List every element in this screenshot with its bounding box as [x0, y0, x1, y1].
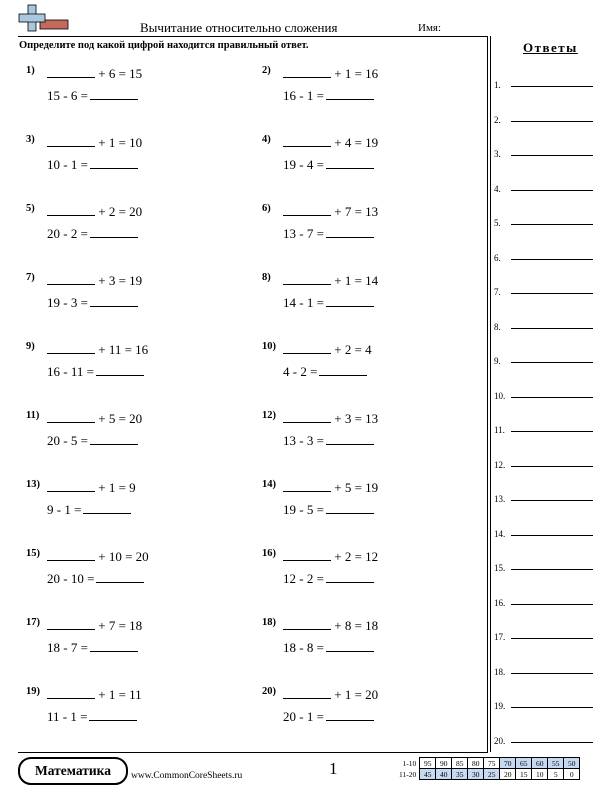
addition-answer-blank[interactable] [47, 617, 95, 630]
subtraction-equation: 10 - 1 = [47, 157, 88, 172]
score-cell: 30 [468, 769, 484, 780]
subtraction-answer-blank[interactable] [90, 432, 138, 445]
subtraction-line [47, 87, 138, 104]
addition-equation: + 7 = 13 [334, 204, 379, 219]
answer-line[interactable] [511, 673, 593, 674]
addition-equation: + 1 = 9 [98, 480, 136, 495]
addition-line [47, 272, 142, 289]
answer-row [494, 115, 594, 125]
addition-line [283, 272, 378, 289]
addition-answer-blank[interactable] [283, 548, 331, 561]
footer-rule [18, 752, 488, 753]
problem-number: 19) [26, 686, 40, 697]
score-cell: 75 [484, 758, 500, 769]
addition-equation: + 10 = 20 [98, 549, 149, 564]
addition-line [47, 479, 136, 496]
answer-row [494, 425, 594, 435]
worksheet-title: Вычитание относительно сложения [140, 20, 338, 35]
answer-line[interactable] [511, 638, 593, 639]
answer-line[interactable] [511, 190, 593, 191]
problem-number: 14) [262, 479, 276, 490]
addition-answer-blank[interactable] [47, 341, 95, 354]
subtraction-equation: 19 - 5 = [283, 502, 324, 517]
subtraction-line [283, 225, 374, 242]
addition-equation: + 1 = 20 [334, 687, 379, 702]
score-cell: 90 [436, 758, 452, 769]
addition-equation: + 5 = 20 [98, 411, 143, 426]
addition-line [283, 203, 378, 220]
subtraction-line [47, 501, 131, 518]
subtraction-answer-blank[interactable] [90, 225, 138, 238]
score-table [397, 757, 580, 780]
addition-answer-blank[interactable] [47, 548, 95, 561]
problem-number: 13) [26, 479, 40, 490]
answer-number: 7. [494, 287, 501, 297]
subtraction-equation: 18 - 7 = [47, 640, 88, 655]
addition-equation: + 8 = 18 [334, 618, 379, 633]
subtraction-equation: 20 - 10 = [47, 571, 95, 586]
subtraction-equation: 16 - 11 = [47, 364, 94, 379]
score-row [397, 769, 580, 780]
answer-line[interactable] [511, 259, 593, 260]
addition-line [283, 548, 378, 565]
answer-row [494, 563, 594, 573]
problem-number: 18) [262, 617, 276, 628]
answer-line[interactable] [511, 742, 593, 743]
addition-line [283, 65, 378, 82]
subtraction-equation: 13 - 3 = [283, 433, 324, 448]
addition-line [47, 203, 142, 220]
addition-answer-blank[interactable] [283, 134, 331, 147]
subject-badge: Математика [18, 757, 128, 785]
score-cell: 25 [484, 769, 500, 780]
answer-row [494, 391, 594, 401]
score-cell: 10 [532, 769, 548, 780]
answer-number: 5. [494, 218, 501, 228]
addition-equation: + 5 = 19 [334, 480, 379, 495]
math-logo-icon [18, 4, 70, 38]
addition-equation: + 7 = 18 [98, 618, 143, 633]
problem-number: 11) [26, 410, 40, 421]
subtraction-answer-blank[interactable] [96, 363, 144, 376]
answer-row [494, 632, 594, 642]
addition-equation: + 3 = 13 [334, 411, 379, 426]
answer-line[interactable] [511, 121, 593, 122]
problem-number: 15) [26, 548, 40, 559]
addition-equation: + 3 = 19 [98, 273, 143, 288]
addition-answer-blank[interactable] [47, 134, 95, 147]
subtraction-equation: 16 - 1 = [283, 88, 324, 103]
answer-row [494, 287, 594, 297]
subtraction-equation: 20 - 1 = [283, 709, 324, 724]
addition-answer-blank[interactable] [47, 410, 95, 423]
addition-answer-blank[interactable] [283, 479, 331, 492]
subtraction-answer-blank[interactable] [326, 432, 374, 445]
subtraction-equation: 18 - 8 = [283, 640, 324, 655]
score-row-label: 11-20 [399, 769, 417, 779]
score-cell: 5 [548, 769, 564, 780]
answer-number: 15. [494, 563, 506, 573]
addition-equation: + 1 = 11 [98, 687, 142, 702]
addition-line [283, 341, 372, 358]
subtraction-equation: 4 - 2 = [283, 364, 318, 379]
addition-answer-blank[interactable] [283, 410, 331, 423]
addition-line [283, 686, 378, 703]
subtraction-line [47, 156, 138, 173]
answer-line[interactable] [511, 86, 593, 87]
answer-number: 9. [494, 356, 501, 366]
subtraction-equation: 19 - 3 = [47, 295, 88, 310]
addition-answer-blank[interactable] [47, 65, 95, 78]
subtraction-answer-blank[interactable] [326, 225, 374, 238]
answer-line[interactable] [511, 431, 593, 432]
header-rule [18, 36, 488, 37]
problem-number: 3) [26, 134, 35, 145]
score-cell: 55 [548, 758, 564, 769]
score-cell: 60 [532, 758, 548, 769]
score-cell: 40 [436, 769, 452, 780]
subtraction-equation: 15 - 6 = [47, 88, 88, 103]
subtraction-answer-blank[interactable] [326, 708, 374, 721]
subtraction-answer-blank[interactable] [83, 501, 131, 514]
answer-number: 8. [494, 321, 501, 332]
addition-line [47, 341, 148, 358]
subtraction-line [47, 363, 144, 380]
answer-number: 3. [494, 149, 501, 159]
addition-line [47, 410, 142, 427]
instructions-text: Определите под какой цифрой находится правильный ответ. [19, 40, 309, 51]
answer-number: 20. [494, 735, 506, 746]
score-cell: 0 [564, 769, 580, 780]
answer-number: 14. [494, 528, 506, 539]
subtraction-equation: 11 - 1 = [47, 709, 88, 724]
addition-equation: + 2 = 20 [98, 204, 143, 219]
subtraction-answer-blank[interactable] [90, 156, 138, 169]
answer-number: 18. [494, 666, 506, 677]
problem-number: 5) [26, 203, 35, 214]
answer-line[interactable] [511, 362, 593, 363]
answer-row [494, 322, 594, 332]
answer-row [494, 253, 594, 263]
subtraction-answer-blank[interactable] [319, 363, 367, 376]
addition-equation: + 4 = 19 [334, 135, 379, 150]
subtraction-equation: 14 - 1 = [283, 295, 324, 310]
answer-number: 4. [494, 183, 501, 194]
score-cell: 80 [468, 758, 484, 769]
subtraction-line [47, 225, 138, 242]
answer-number: 2. [494, 114, 501, 125]
subtraction-line [47, 708, 137, 725]
subtraction-answer-blank[interactable] [90, 294, 138, 307]
addition-answer-blank[interactable] [283, 203, 331, 216]
answer-line[interactable] [511, 155, 593, 156]
subtraction-line [283, 87, 374, 104]
addition-line [47, 134, 142, 151]
page-number: 1 [329, 759, 338, 778]
subtraction-equation: 20 - 2 = [47, 226, 88, 241]
answer-number: 19. [494, 701, 506, 711]
subtraction-line [47, 432, 138, 449]
problem-number: 12) [262, 410, 276, 421]
subtraction-line [283, 639, 374, 656]
addition-line [283, 617, 378, 634]
score-cell: 35 [452, 769, 468, 780]
addition-equation: + 2 = 12 [334, 549, 379, 564]
addition-equation: + 6 = 15 [98, 66, 143, 81]
answers-heading: Ответы [523, 40, 578, 55]
score-cell: 15 [516, 769, 532, 780]
subtraction-line [47, 294, 138, 311]
answer-row [494, 218, 594, 228]
answer-number: 10. [494, 390, 506, 401]
subtraction-answer-blank[interactable] [90, 87, 138, 100]
answer-line[interactable] [511, 535, 593, 536]
problem-number: 2) [262, 65, 271, 76]
addition-line [283, 410, 378, 427]
subtraction-answer-blank[interactable] [326, 501, 374, 514]
addition-line [283, 479, 378, 496]
problem-number: 1) [26, 65, 35, 76]
answer-number: 1. [494, 80, 501, 90]
subtraction-line [283, 501, 374, 518]
addition-answer-blank[interactable] [283, 341, 331, 354]
addition-equation: + 1 = 14 [334, 273, 379, 288]
answer-line[interactable] [511, 604, 593, 605]
answer-number: 11. [494, 425, 505, 435]
problem-number: 6) [262, 203, 271, 214]
score-cell: 65 [516, 758, 532, 769]
score-cell: 20 [500, 769, 516, 780]
answer-row [494, 667, 594, 677]
score-cell: 85 [452, 758, 468, 769]
subtraction-line [283, 708, 374, 725]
addition-equation: + 1 = 10 [98, 135, 143, 150]
answer-line[interactable] [511, 328, 593, 329]
subtraction-answer-blank[interactable] [326, 87, 374, 100]
subtraction-answer-blank[interactable] [89, 708, 137, 721]
score-cell: 50 [564, 758, 580, 769]
subtraction-line [283, 570, 374, 587]
answer-number: 6. [494, 252, 501, 263]
addition-answer-blank[interactable] [283, 686, 331, 699]
problem-number: 16) [262, 548, 276, 559]
addition-answer-blank[interactable] [47, 479, 95, 492]
addition-answer-blank[interactable] [283, 272, 331, 285]
answer-number: 17. [494, 632, 506, 642]
answer-row [494, 460, 594, 470]
answer-row [494, 736, 594, 746]
column-divider [487, 36, 488, 752]
score-cell: 70 [500, 758, 516, 769]
answer-line[interactable] [511, 397, 593, 398]
addition-line [283, 134, 378, 151]
score-cell: 45 [420, 769, 436, 780]
addition-answer-blank[interactable] [283, 65, 331, 78]
addition-equation: + 2 = 4 [334, 342, 372, 357]
addition-answer-blank[interactable] [47, 686, 95, 699]
problem-number: 4) [262, 134, 271, 145]
answer-line[interactable] [511, 224, 593, 225]
addition-equation: + 11 = 16 [98, 342, 149, 357]
answer-line[interactable] [511, 707, 593, 708]
subtraction-equation: 12 - 2 = [283, 571, 324, 586]
subtraction-answer-blank[interactable] [326, 156, 374, 169]
subtraction-answer-blank[interactable] [326, 639, 374, 652]
answer-row [494, 701, 594, 711]
name-label: Имя: [418, 22, 442, 34]
answer-row [494, 356, 594, 366]
subtraction-equation: 9 - 1 = [47, 502, 82, 517]
subtraction-answer-blank[interactable] [90, 639, 138, 652]
addition-answer-blank[interactable] [47, 272, 95, 285]
problem-number: 8) [262, 272, 271, 283]
answer-row [494, 529, 594, 539]
subtraction-equation: 13 - 7 = [283, 226, 324, 241]
answer-row [494, 184, 594, 194]
answer-line[interactable] [511, 293, 593, 294]
subtraction-line [283, 432, 374, 449]
column-divider-inner [490, 36, 491, 752]
addition-answer-blank[interactable] [47, 203, 95, 216]
answer-row [494, 494, 594, 504]
subtraction-line [47, 639, 138, 656]
subtraction-line [283, 363, 367, 380]
addition-line [47, 65, 142, 82]
problem-number: 7) [26, 272, 35, 283]
subtraction-equation: 20 - 5 = [47, 433, 88, 448]
problem-number: 9) [26, 341, 35, 352]
answer-line[interactable] [511, 500, 593, 501]
subtraction-answer-blank[interactable] [96, 570, 144, 583]
addition-line [47, 548, 149, 565]
answer-line[interactable] [511, 466, 593, 467]
problem-number: 17) [26, 617, 40, 628]
answer-row [494, 80, 594, 90]
answer-line[interactable] [511, 569, 593, 570]
score-row-label: 1-10 [402, 758, 417, 768]
addition-line [47, 617, 142, 634]
answer-number: 16. [494, 597, 506, 608]
answer-row [494, 598, 594, 608]
score-cell: 95 [420, 758, 436, 769]
problem-number: 20) [262, 686, 276, 697]
site-url: www.CommonCoreSheets.ru [131, 771, 243, 781]
score-row [397, 758, 580, 769]
subtraction-answer-blank[interactable] [326, 570, 374, 583]
answer-row [494, 149, 594, 159]
addition-answer-blank[interactable] [283, 617, 331, 630]
problem-number: 10) [262, 341, 276, 352]
subtraction-line [47, 570, 144, 587]
subtraction-line [283, 294, 374, 311]
subtraction-equation: 19 - 4 = [283, 157, 324, 172]
addition-line [47, 686, 142, 703]
subtraction-line [283, 156, 374, 173]
answer-number: 12. [494, 459, 506, 470]
answer-number: 13. [494, 494, 506, 504]
subtraction-answer-blank[interactable] [326, 294, 374, 307]
addition-equation: + 1 = 16 [334, 66, 379, 81]
